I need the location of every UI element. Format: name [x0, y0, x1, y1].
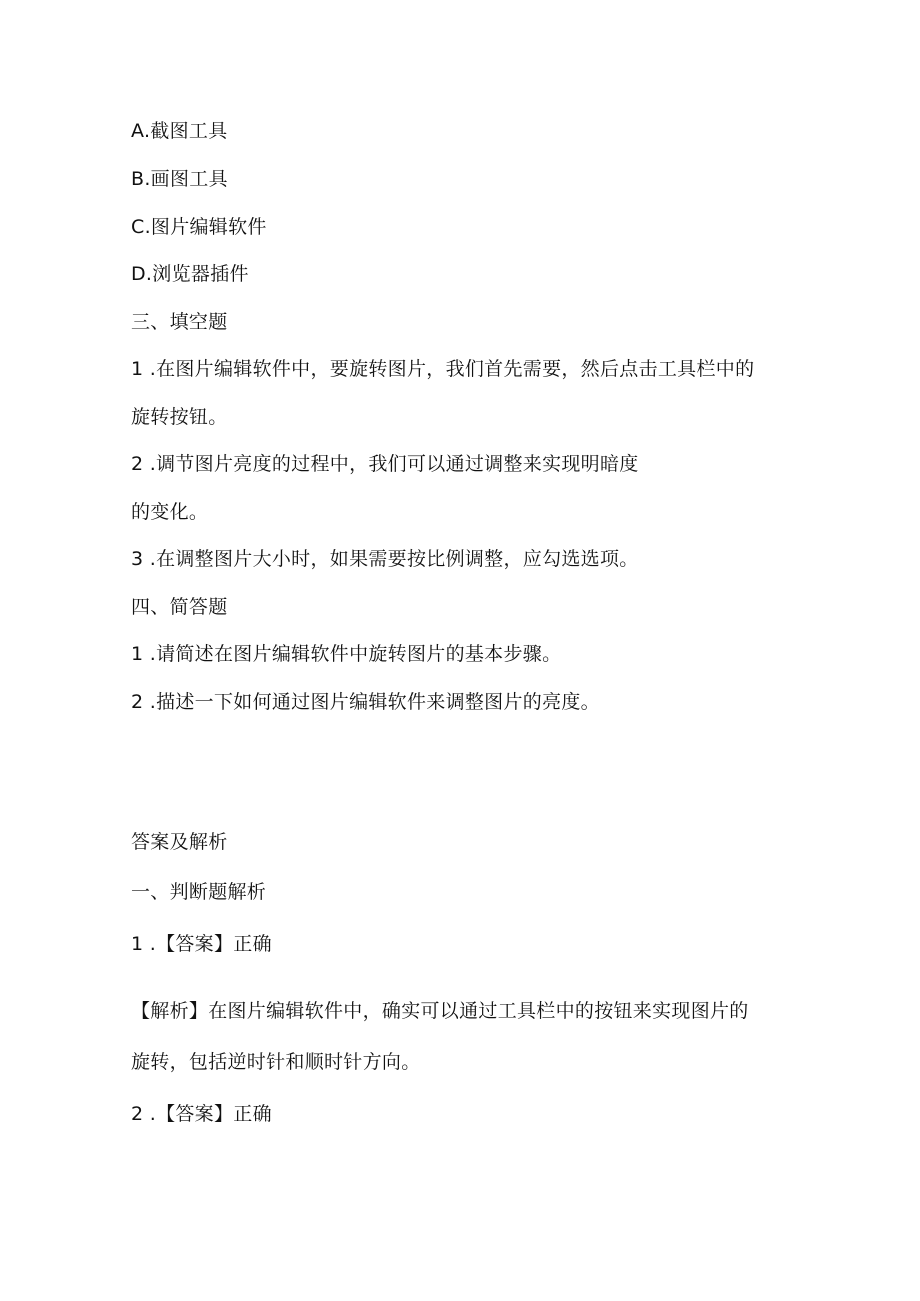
fill-blank-q2-line2: 的变化。: [131, 501, 209, 523]
fill-blank-heading: 三、填空题: [131, 311, 228, 333]
fill-blank-q2-line1: 2 .调节图片亮度的过程中，我们可以通过调整来实现明暗度: [131, 453, 639, 475]
fill-blank-q1-line1: 1 .在图片编辑软件中，要旋转图片，我们首先需要，然后点击工具栏中的: [131, 358, 755, 380]
short-answer-q1: 1 .请简述在图片编辑软件中旋转图片的基本步骤。: [131, 643, 562, 665]
answer-1-explanation-line1: 【解析】在图片编辑软件中，确实可以通过工具栏中的按钮来实现图片的: [131, 1000, 749, 1022]
short-answer-heading: 四、简答题: [131, 596, 228, 618]
answer-1: 1 .【答案】正确: [131, 933, 272, 955]
answers-heading: 答案及解析: [131, 831, 228, 853]
option-b: B.画图工具: [131, 168, 228, 190]
short-answer-q2: 2 .描述一下如何通过图片编辑软件来调整图片的亮度。: [131, 691, 600, 713]
option-d: D.浏览器插件: [131, 263, 249, 285]
answer-1-explanation-line2: 旋转，包括逆时针和顺时针方向。: [131, 1051, 421, 1073]
fill-blank-q3: 3 .在调整图片大小时，如果需要按比例调整，应勾选选项。: [131, 548, 639, 570]
fill-blank-q1-line2: 旋转按钮。: [131, 406, 228, 428]
option-a: A.截图工具: [131, 120, 228, 142]
judgment-section-heading: 一、判断题解析: [131, 881, 267, 903]
answer-2: 2 .【答案】正确: [131, 1103, 272, 1125]
option-c: C.图片编辑软件: [131, 216, 267, 238]
